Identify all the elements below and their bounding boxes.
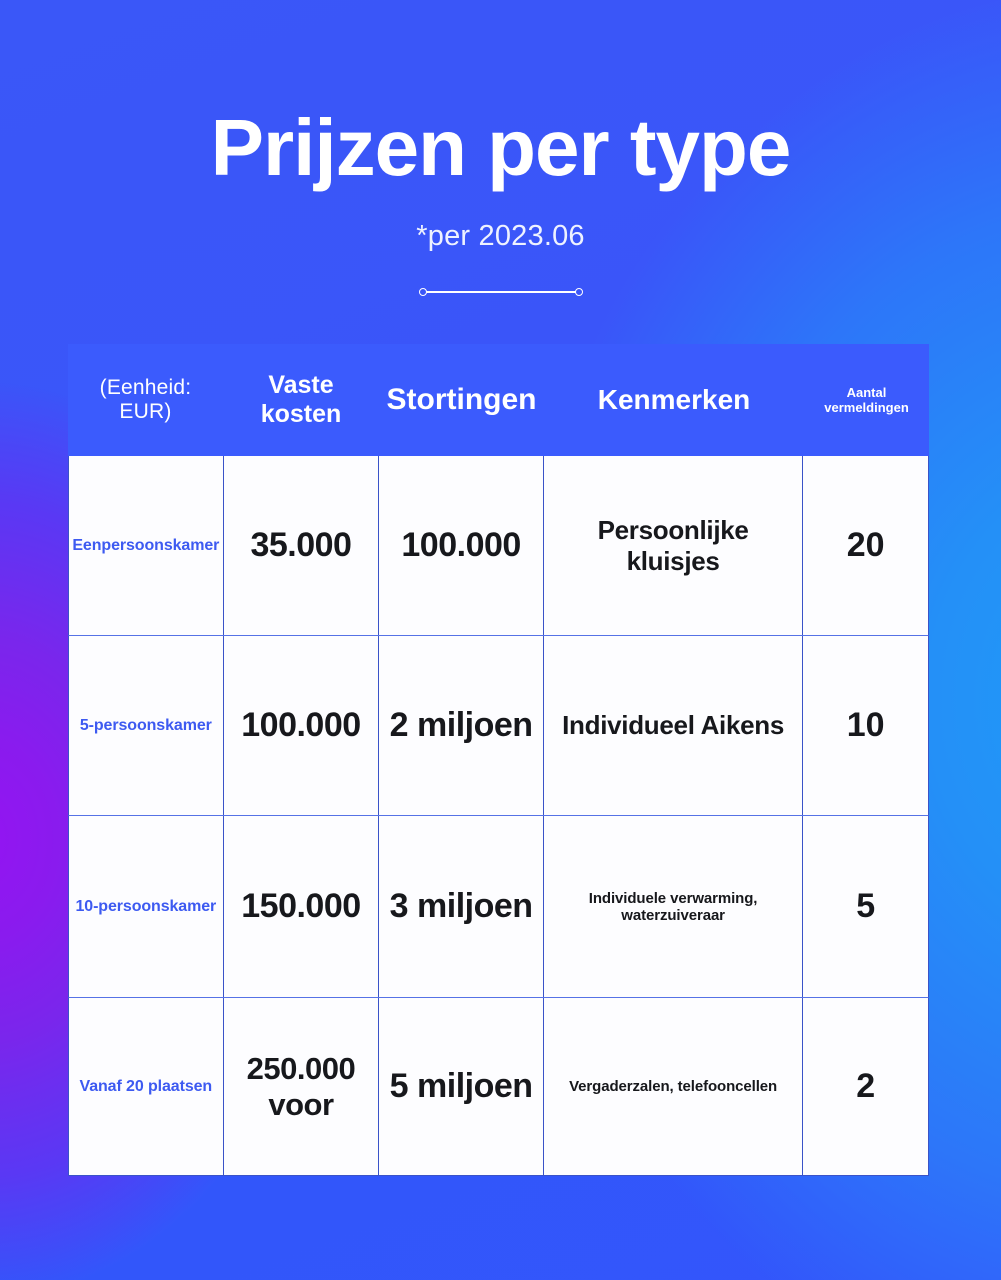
column-header-fixed-costs: Vaste kosten xyxy=(260,371,342,428)
cell-fixed-costs: 100.000 xyxy=(224,636,380,815)
divider-bar xyxy=(426,291,576,293)
table-row[interactable] xyxy=(68,998,929,1176)
table-row[interactable] xyxy=(68,456,929,636)
table-row[interactable] xyxy=(68,816,929,998)
cell-listing-count: 20 xyxy=(846,526,885,564)
column-header-listing-count: Aantal vermeldingen xyxy=(824,385,909,415)
page-title: Prijzen per type xyxy=(210,103,791,192)
cell-deposit: 5 miljoen xyxy=(379,998,544,1175)
cell-listing-count: 10 xyxy=(846,706,885,744)
cell-listing-count: 2 xyxy=(856,1067,876,1105)
cell-deposit: 3 miljoen xyxy=(379,816,544,997)
cell-features: Vergaderzalen, telefooncellen xyxy=(544,998,803,1175)
cell-features: Persoonlijke kluisjes xyxy=(544,456,803,635)
page-subtitle: *per 2023.06 xyxy=(416,220,585,252)
divider-right-ring-icon xyxy=(575,288,583,296)
cell-features: Individueel Aikens xyxy=(544,636,803,815)
cell-fixed-costs: 250.000 voor xyxy=(224,998,380,1175)
cell-room-type: Eenpersoonskamer xyxy=(69,456,224,635)
table-header-row xyxy=(68,344,929,456)
column-header-deposits: Stortingen xyxy=(386,383,537,416)
cell-room-type: Vanaf 20 plaatsen xyxy=(69,998,224,1175)
cell-listing-count: 5 xyxy=(856,887,876,925)
cell-fixed-costs: 35.000 xyxy=(224,456,380,635)
cell-room-type: 5-persoonskamer xyxy=(69,636,224,815)
cell-deposit: 2 miljoen xyxy=(379,636,544,815)
cell-fixed-costs: 150.000 xyxy=(224,816,380,997)
poster-header xyxy=(0,0,1001,251)
pricing-table xyxy=(68,344,929,1176)
column-header-features: Kenmerken xyxy=(597,384,751,415)
column-header-unit: (Eenheid: EUR) xyxy=(99,376,192,423)
cell-deposit: 100.000 xyxy=(379,456,544,635)
dot-line-dot-divider-icon xyxy=(419,285,583,299)
table-row[interactable] xyxy=(68,636,929,816)
cell-features: Individuele verwarming, waterzuiveraar xyxy=(544,816,803,997)
cell-room-type: 10-persoonskamer xyxy=(69,816,224,997)
